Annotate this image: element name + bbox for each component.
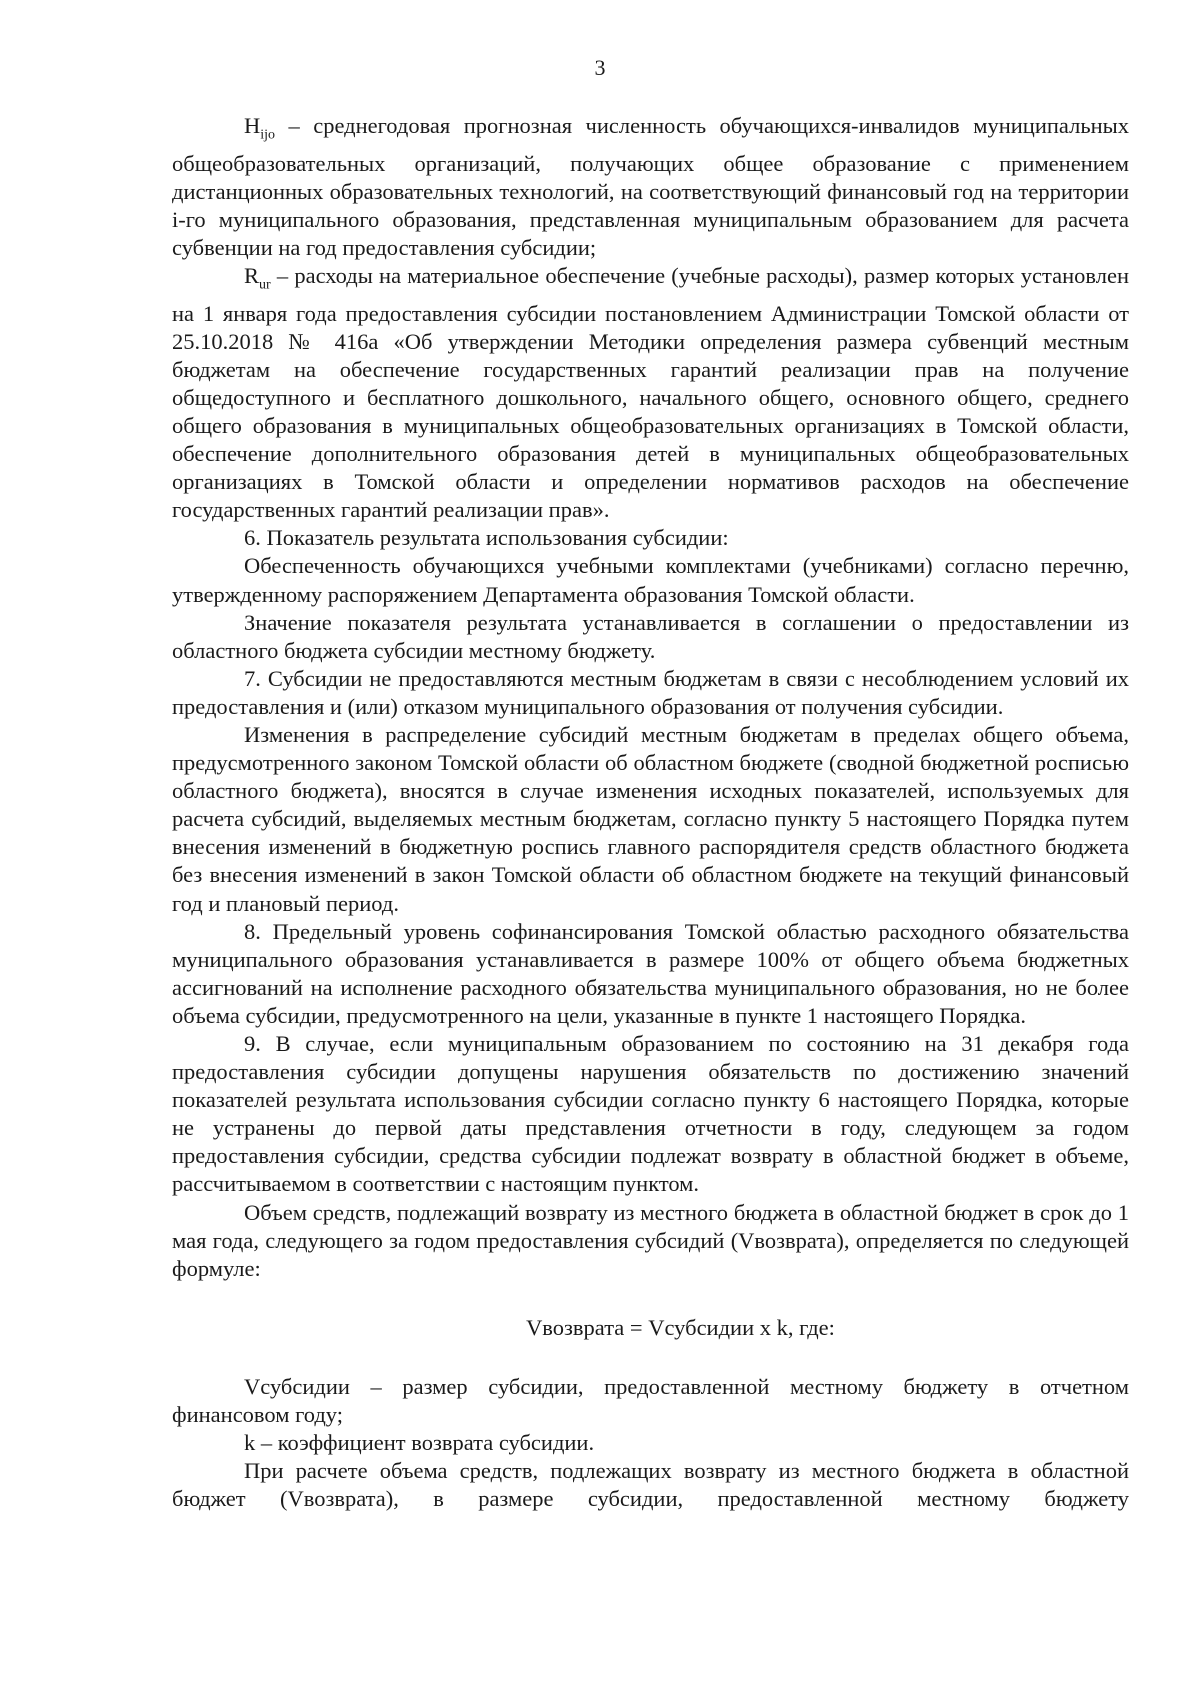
formula: Vвозврата = Vсубсидии x k, где: (526, 1314, 835, 1340)
variable-subscript: ijo (260, 127, 276, 143)
paragraph: 8. Предельный уровень софинансирования Томской областью расходного обязательства муниципального образования устанавливается в размере 100% от общего объема бюджетных ассигнований на исполнение расходного обязательства муниципального образования, но не более объема субсидии, предусмотренного на цели, указанные в пункте 1 настоящего Порядка. (172, 918, 1129, 1028)
paragraph: 6. Показатель результата использования субсидии: (244, 525, 729, 551)
definition-text: – расходы на материальное обеспечение (учебные расходы), размер которых установлен на 1 января года предоставления субсидии постановлением Администрации Томской области от 25.10.2018 № 416а «Об утверждении Методики определения размера субвенций местным бюджетам на обеспечение государственных гарантий реализации прав на получение общедоступного и бесплатного дошкольного, начального общего, основного общего, среднего общего образования в муниципальных общеобразовательных организациях в Томской области, обеспечение дополнительного образования детей в муниципальных общеобразовательных организациях в Томской области и определении нормативов расходов на обеспечение государственных гарантий реализации прав». (172, 262, 1129, 523)
definition-hijo (172, 112, 1129, 262)
variable-symbol: H (244, 113, 261, 138)
paragraph: Обеспеченность обучающихся учебными комплектами (учебниками) согласно перечню, утвержденному распоряжением Департамента образования Томской области. (172, 553, 1129, 607)
paragraph: Изменения в распределение субсидий местным бюджетам в пределах общего объема, предусмотренного законом Томской области об областном бюджете (сводной бюджетной росписью областного бюджета), вносятся в случае изменения исходных показателей, используемых для расчета субсидий, выделяемых местным бюджетам, согласно пункту 5 настоящего Порядка путем внесения изменений в бюджетную роспись главного распорядителя средств областного бюджета без внесения изменений в закон Томской области об областном бюджете на текущий финансовый год и плановый период. (172, 721, 1129, 916)
paragraph: Объем средств, подлежащий возврату из местного бюджета в областной бюджет в срок до 1 мая года, следующего за годом предоставления субсидий (Vвозврата), определяется по следующей формуле: (172, 1199, 1129, 1281)
definition-rur (172, 262, 1129, 524)
paragraph: k – коэффициент возврата субсидии. (244, 1430, 595, 1456)
paragraph: 7. Субсидии не предоставляются местным бюджетам в связи с несоблюдением условий их предоставления и (или) отказом муниципального образования от получения субсидии. (172, 665, 1129, 719)
paragraph: 9. В случае, если муниципальным образованием по состоянию на 31 декабря года предоставления субсидии допущены нарушения обязательств по достижению значений показателей результата использования субсидии согласно пункту 6 настоящего Порядка, которые не устранены до первой даты представления отчетности в году, следующем за годом предоставления субсидии, средства субсидии подлежат возврату в областной бюджет в объеме, рассчитываемом в соответствии с настоящим пунктом. (172, 1031, 1129, 1197)
definition-text: – среднегодовая прогнозная численность обучающихся-инвалидов муниципальных общеобразовательных организаций, получающих общее образование с применением дистанционных образовательных технологий, на соответствующий финансовый год на территории i-го муниципального образования, представленная муниципальным образованием для расчета субвенции на год предоставления субсидии; (172, 113, 1129, 260)
paragraph: Значение показателя результата устанавливается в соглашении о предоставлении из областного бюджета субсидии местному бюджету. (172, 609, 1129, 663)
page-number: 3 (594, 55, 606, 80)
paragraph: При расчете объема средств, подлежащих возврату из местного бюджета в областной бюджет (Vвозврата), в размере субсидии, предоставленной местному бюджету (172, 1458, 1129, 1512)
variable-subscript: ur (259, 277, 271, 293)
paragraph: Vсубсидии – размер субсидии, предоставленной местному бюджету в отчетном финансовом году; (172, 1373, 1129, 1428)
document-body (172, 112, 1129, 1513)
variable-symbol: R (244, 262, 260, 288)
